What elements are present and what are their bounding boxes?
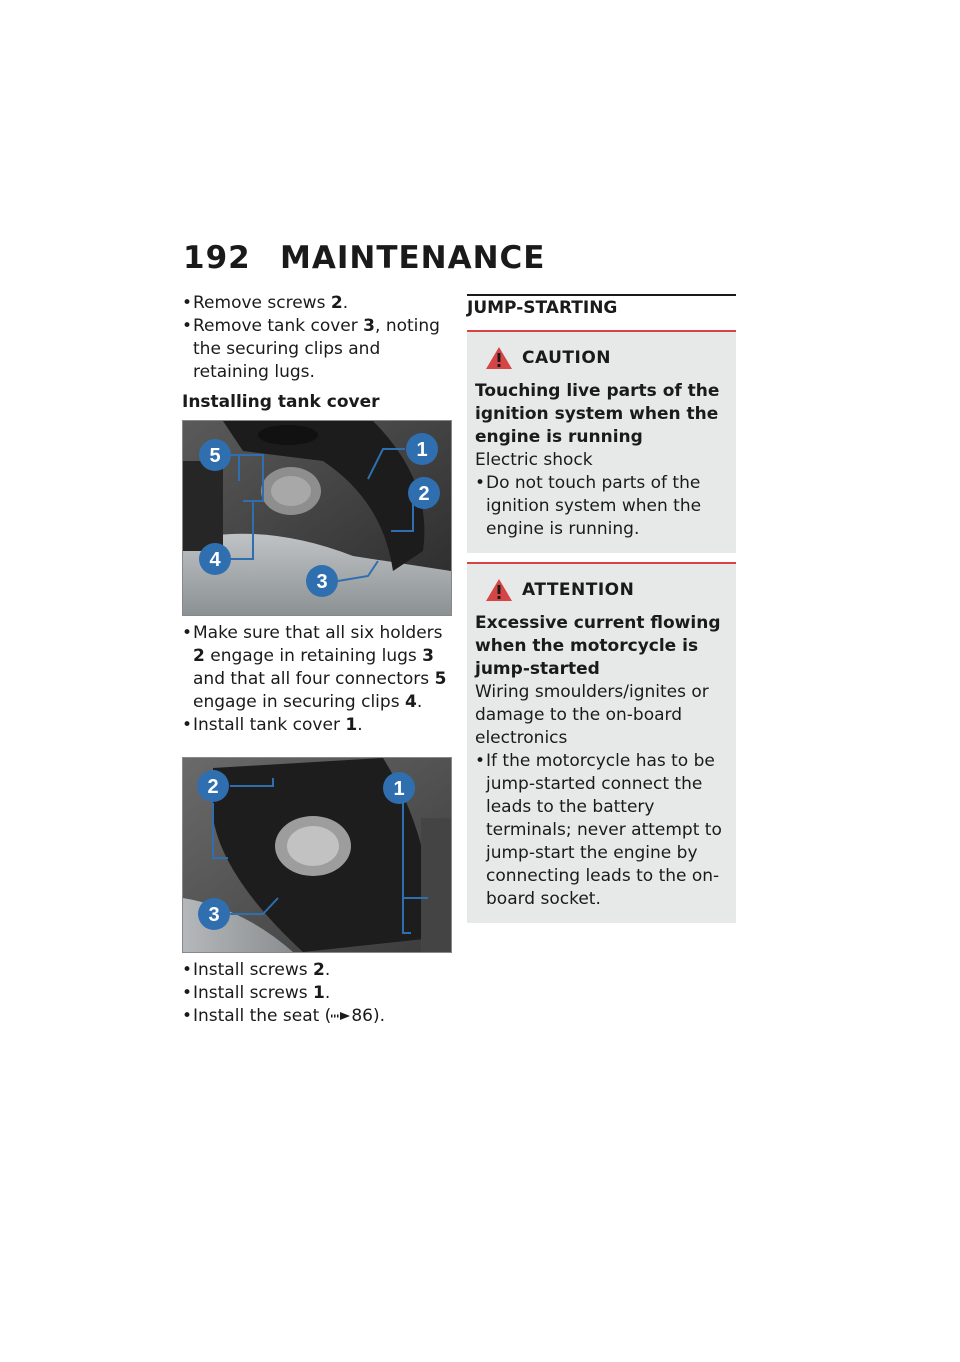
callout-label: 4 bbox=[209, 549, 221, 571]
callout-label: 3 bbox=[316, 571, 328, 593]
page-reference[interactable]: 86 bbox=[351, 1006, 373, 1026]
callout-label: 3 bbox=[208, 904, 220, 926]
step-text: . bbox=[324, 983, 331, 1003]
warning-triangle-icon bbox=[485, 578, 513, 602]
page-reference-arrow-icon bbox=[331, 1010, 351, 1022]
part-number: 3 bbox=[363, 316, 376, 336]
caution-consequence: Electric shock bbox=[475, 450, 593, 470]
list-item bbox=[182, 292, 452, 315]
list-item bbox=[182, 315, 452, 384]
part-number: 1 bbox=[313, 983, 325, 1003]
list-item bbox=[182, 982, 452, 1005]
tank-cover-photo-1 bbox=[182, 420, 452, 616]
subsection-heading: Installing tank cover bbox=[182, 392, 380, 412]
caution-label: CAUTION bbox=[522, 347, 612, 368]
caution-actions bbox=[475, 472, 728, 541]
part-number: 3 bbox=[422, 646, 434, 666]
part-number: 5 bbox=[434, 669, 447, 689]
step-text: . bbox=[324, 960, 331, 980]
step-text: and that all four connectors bbox=[193, 669, 435, 689]
step-text: ). bbox=[372, 1006, 386, 1026]
photo-illustration bbox=[183, 421, 451, 615]
list-item bbox=[182, 622, 452, 714]
step-text: Remove tank cover bbox=[193, 316, 364, 336]
removal-steps bbox=[182, 292, 452, 384]
step-text: . bbox=[342, 293, 349, 313]
attention-header bbox=[475, 578, 728, 602]
left-column bbox=[182, 292, 452, 1028]
attention-actions bbox=[475, 750, 728, 911]
part-number: 1 bbox=[345, 715, 358, 735]
page-title: MAINTENANCE bbox=[280, 240, 546, 276]
list-item bbox=[182, 959, 452, 982]
step-text: Remove screws bbox=[193, 293, 331, 313]
step-text: Make sure that all six holders bbox=[193, 623, 443, 643]
caution-box bbox=[467, 330, 736, 553]
part-number: 2 bbox=[313, 960, 325, 980]
part-number: 2 bbox=[193, 646, 205, 666]
step-text: . bbox=[416, 692, 423, 712]
tank-cover-photo-2 bbox=[182, 757, 452, 953]
step-text: , noting the securing clips and retaining lugs. bbox=[193, 316, 440, 382]
caution-header bbox=[475, 346, 728, 370]
list-item: • Do not touch parts of the ignition system when the engine is running. bbox=[475, 472, 728, 541]
final-steps bbox=[182, 959, 452, 1028]
step-text: engage in securing clips bbox=[193, 692, 405, 712]
callout-label: 2 bbox=[418, 483, 430, 505]
step-text: engage in retaining lugs bbox=[204, 646, 423, 666]
callout-label: 5 bbox=[209, 445, 221, 467]
part-number: 4 bbox=[404, 692, 417, 712]
page-header bbox=[183, 240, 545, 276]
part-number: 2 bbox=[330, 293, 343, 313]
section-rule bbox=[467, 294, 736, 296]
list-item: • If the motorcycle has to be jump-started connect the leads to the battery terminals; never attempt to jump-start the engine by connecting leads to the on-board socket. bbox=[475, 750, 728, 911]
page-number: 192 bbox=[183, 240, 251, 276]
step-text: . bbox=[357, 715, 363, 735]
warning-triangle-icon bbox=[485, 346, 513, 370]
section-title: JUMP-STARTING bbox=[467, 298, 618, 318]
install-steps bbox=[182, 622, 452, 737]
attention-label: ATTENTION bbox=[522, 579, 635, 600]
list-item bbox=[182, 1005, 452, 1028]
callout-label: 1 bbox=[416, 439, 428, 461]
step-text: Install screws bbox=[193, 983, 314, 1003]
callout-label: 1 bbox=[393, 778, 405, 800]
attention-heading: Excessive current flowing when the motorcycle is jump-started bbox=[475, 613, 721, 679]
photo-illustration bbox=[183, 758, 451, 952]
right-column bbox=[467, 294, 736, 923]
attention-consequence: Wiring smoulders/ignites or damage to the on-board electronics bbox=[475, 682, 709, 748]
step-text: Install tank cover bbox=[193, 715, 346, 735]
attention-box bbox=[467, 562, 736, 923]
callout-label: 2 bbox=[207, 776, 219, 798]
list-item bbox=[182, 714, 452, 737]
step-text: Install screws bbox=[193, 960, 314, 980]
step-text: Install the seat ( bbox=[193, 1006, 332, 1026]
caution-heading: Touching live parts of the ignition system when the engine is running bbox=[475, 381, 720, 447]
